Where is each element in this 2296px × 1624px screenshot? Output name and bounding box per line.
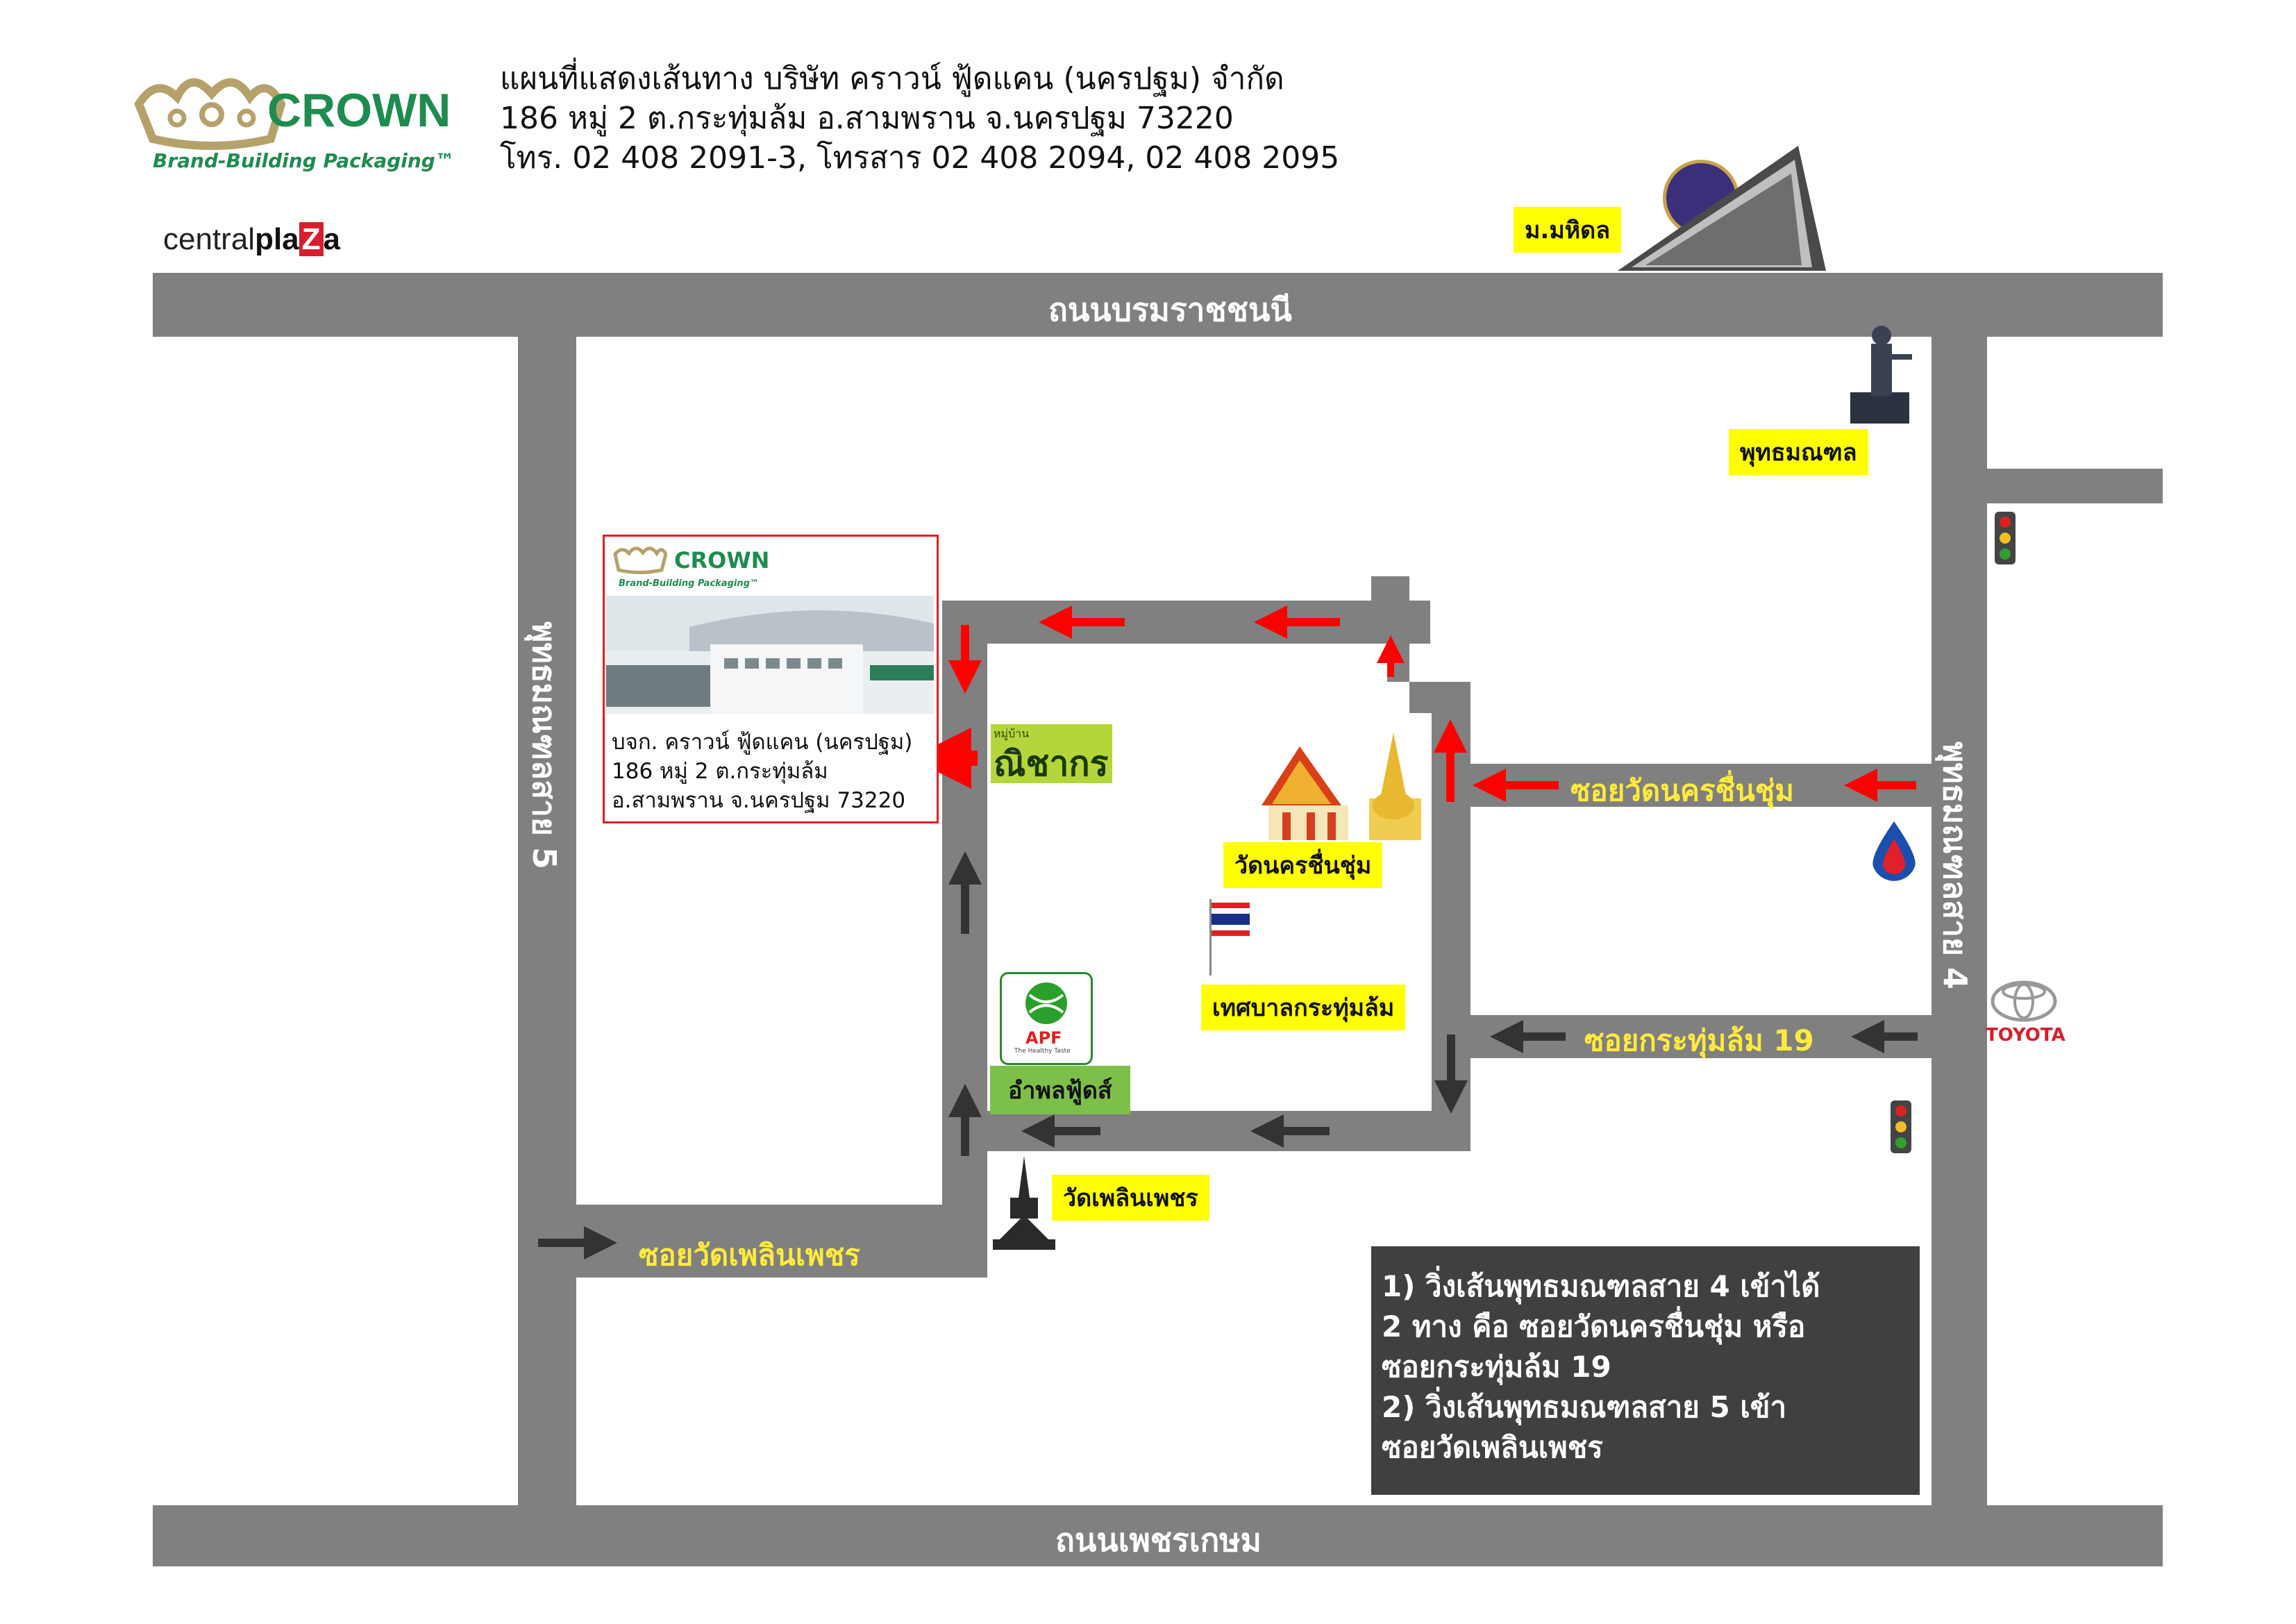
label-wat-phloen: วัดเพลินเพชร xyxy=(1052,1175,1209,1221)
directions-line3: ซอยกระทุ่มล้ม 19 xyxy=(1382,1350,1611,1384)
soi-krathum-label: ซอยกระทุ่มล้ม 19 xyxy=(1584,1023,1814,1057)
road-right-label: พุทธมณฑลสาย 4 xyxy=(1936,742,1974,989)
header-title: แผนที่แสดงเส้นทาง บริษัท คราวน์ ฟู้ดแคน (นครปฐม) จำกัด xyxy=(500,61,1284,97)
directions-line4: 2) วิ่งเส้นพุทธมณฑลสาย 5 เข้า xyxy=(1382,1390,1787,1424)
company-box-line3: อ.สามพราน จ.นครปฐม 73220 xyxy=(612,788,906,813)
road-right-spur xyxy=(1987,469,2163,503)
soi-phloen-label: ซอยวัดเพลินเพชร xyxy=(639,1238,860,1272)
crown-tagline: Brand-Building Packaging™ xyxy=(153,149,455,172)
loop-left xyxy=(942,601,987,1278)
apf-logo-text: APF xyxy=(1025,1028,1062,1048)
nichakorn-small-label: หมู่บ้าน xyxy=(994,727,1030,740)
label-municipality: เทศบาลกระทุ่มล้ม xyxy=(1201,985,1405,1030)
company-box-line1: บจก. คราวน์ ฟู้ดแคน (นครปฐม) xyxy=(612,730,913,755)
plaza-z: Z xyxy=(299,222,324,256)
company-box-line2: 186 หมู่ 2 ต.กระทุ่มล้ม xyxy=(612,759,828,784)
loop-top-nub xyxy=(1371,576,1409,604)
directions-line2: 2 ทาง คือ ซอยวัดนครชื่นชุ่ม หรือ xyxy=(1382,1309,1806,1343)
central-plaza-logo xyxy=(163,222,340,257)
directions-box xyxy=(1371,1246,1920,1495)
plaza-text: pla xyxy=(255,222,299,256)
company-box-brand: CROWN xyxy=(674,547,770,574)
factory-building-image xyxy=(606,596,934,714)
loop-right xyxy=(1432,682,1470,1151)
header-address: 186 หมู่ 2 ต.กระทุ่มล้ม อ.สามพราน จ.นครปฐม 73220 xyxy=(500,101,1234,136)
road-top-label: ถนนบรมราชชนนี xyxy=(1048,291,1292,328)
company-box xyxy=(603,535,939,823)
loop-bottom xyxy=(942,1111,1470,1151)
label-mahidol: ม.มหิดล xyxy=(1514,207,1621,253)
traffic-light-icon xyxy=(1991,510,2019,566)
buddha-statue-icon xyxy=(1847,316,1923,427)
directions-line5: ซอยวัดเพลินเพชร xyxy=(1382,1430,1603,1464)
road-left xyxy=(518,337,576,1505)
ptt-station-icon xyxy=(1866,818,1922,891)
crown-brand: CROWN xyxy=(267,84,451,137)
label-buddhamonthon: พุทธมณฑล xyxy=(1729,429,1868,475)
traffic-light-icon xyxy=(1887,1099,1915,1155)
toyota-logo-icon xyxy=(1989,980,2059,1022)
central-text: central xyxy=(163,222,255,256)
directions-line1: 1) วิ่งเส้นพุทธมณฑลสาย 4 เข้าได้ xyxy=(1382,1269,1820,1303)
loop-top xyxy=(942,601,1430,644)
loop-right-upper xyxy=(1387,644,1409,682)
label-wat-nakhon: วัดนครชื่นชุ่ม xyxy=(1223,842,1382,888)
crown-small-icon xyxy=(612,544,667,578)
company-box-tagline: Brand-Building Packaging™ xyxy=(619,578,759,589)
apf-logo xyxy=(1000,972,1093,1065)
mahidol-building-icon xyxy=(1618,146,1826,274)
pagoda-icon xyxy=(989,1156,1059,1253)
toyota-text: TOYOTA xyxy=(1986,1025,2065,1046)
apf-tagline: The Healthy Taste xyxy=(1014,1048,1071,1055)
header-phone: โทร. 02 408 2091-3, โทรสาร 02 408 2094, 02 408 2095 xyxy=(500,140,1340,176)
plaza-a: a xyxy=(323,222,341,256)
road-left-label: พุทธมณฑลสาย 5 xyxy=(526,621,563,869)
nichakorn-label: ณิชากร xyxy=(994,744,1109,784)
road-bottom-label: ถนนเพชรเกษม xyxy=(1055,1521,1262,1559)
soi-nakhon-label: ซอยวัดนครชื่นชุ่ม xyxy=(1570,773,1794,807)
label-apf: อำพลฟู้ดส์ xyxy=(990,1066,1130,1114)
thai-flag-icon xyxy=(1208,899,1253,976)
crown-logo xyxy=(128,62,476,181)
temple-icon xyxy=(1258,729,1432,844)
nichakorn-sign xyxy=(991,724,1112,783)
